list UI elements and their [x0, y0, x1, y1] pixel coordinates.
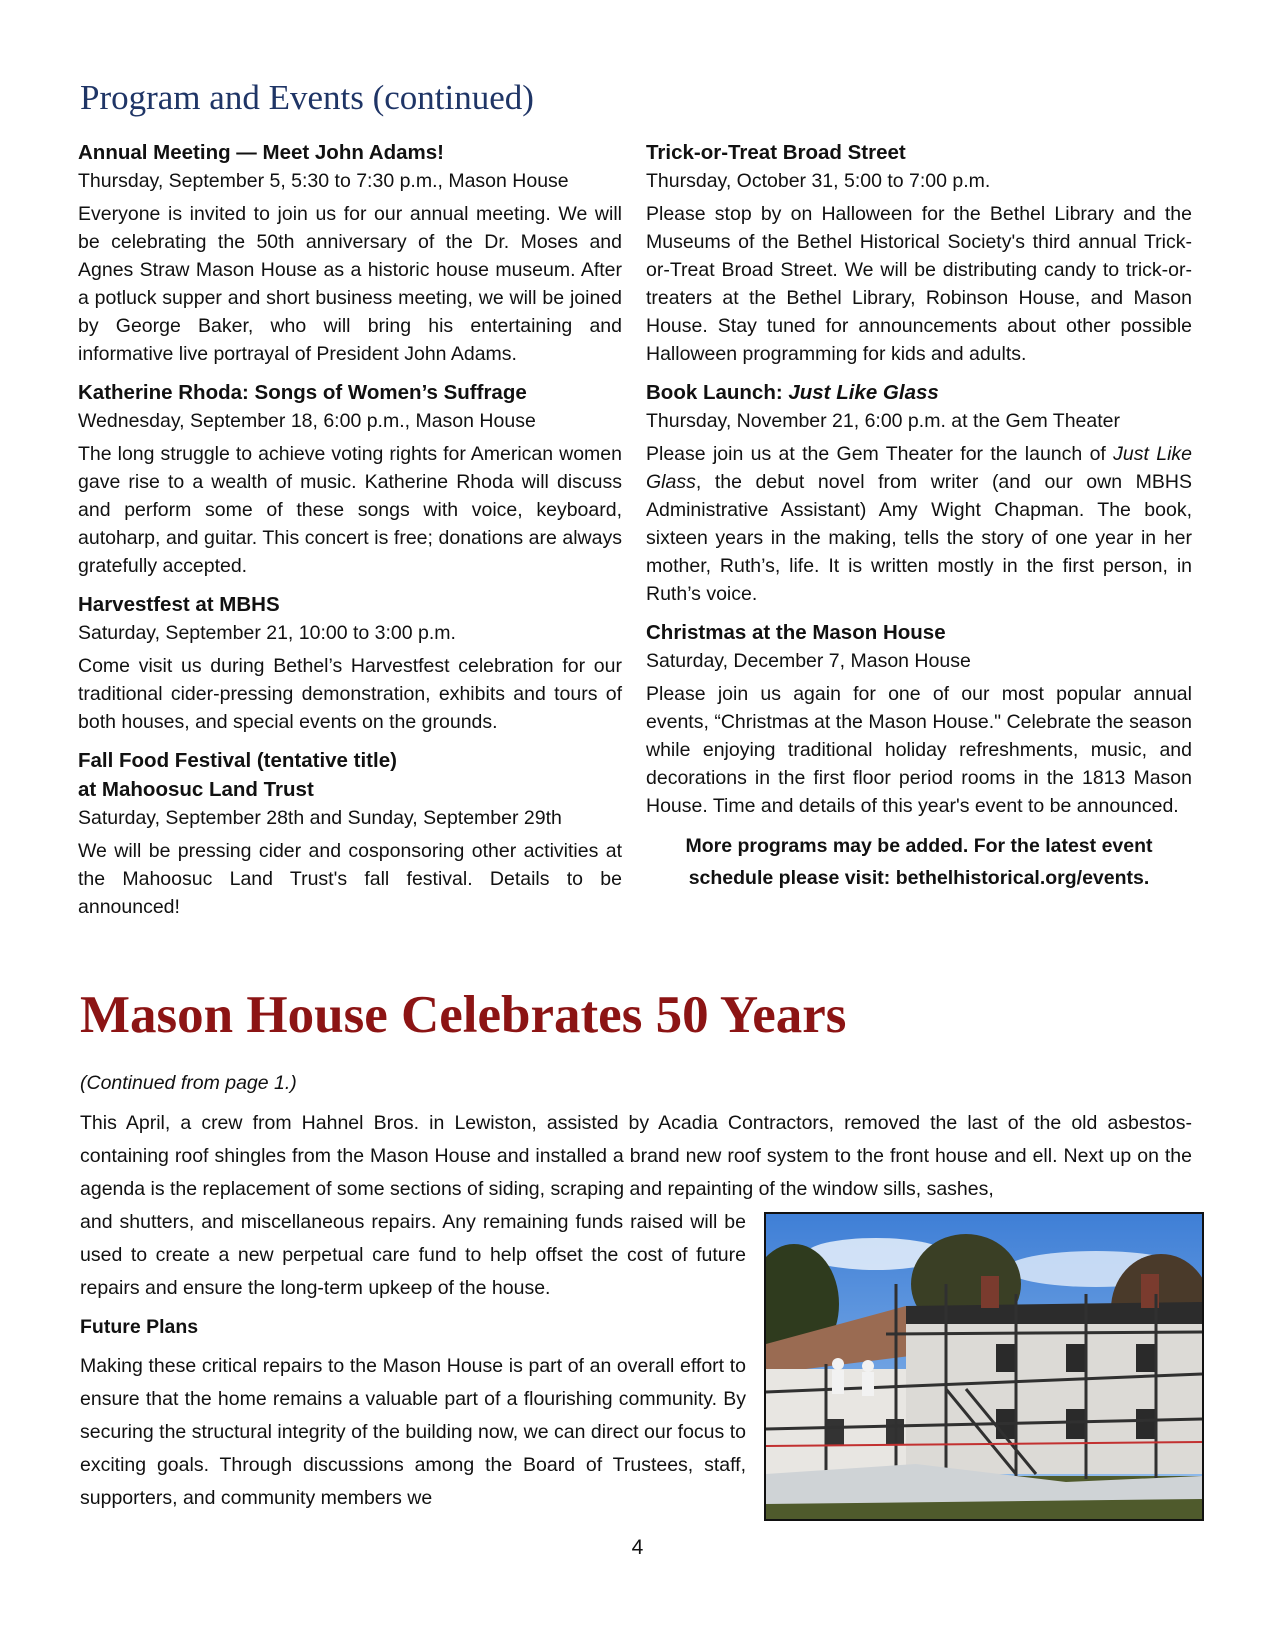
event-title: [646, 378, 1192, 407]
book-title-inline: Just Like Glass: [646, 443, 1193, 493]
continued-note: (Continued from page 1.): [80, 1072, 297, 1094]
event-title: Annual Meeting — Meet John Adams!: [78, 141, 444, 164]
event-title: Trick-or-Treat Broad Street: [646, 141, 906, 164]
event-date: Thursday, October 31, 5:00 to 7:00 p.m.: [646, 170, 991, 192]
event-suffrage-songs: [78, 378, 622, 580]
events-left-column: [78, 138, 622, 931]
event-description: We will be pressing cider and cosponsoring other activities at the Mahoosuc Land Trust's fall festival. Details to be announced!: [78, 840, 622, 918]
event-date: Thursday, September 5, 5:30 to 7:30 p.m., Mason House: [78, 170, 569, 192]
event-description: The long struggle to achieve voting rights for American women gave rise to a wealth of music. Katherine Rhoda will discuss and perform some of these songs with voice, keyboard, autoharp, and guitar. This concert is free; donations are always gratefully accepted.: [78, 443, 622, 577]
event-title-line: at Mahoosuc Land Trust: [78, 778, 314, 801]
event-description: [646, 440, 1192, 608]
event-title-line: Fall Food Festival (tentative title): [78, 749, 397, 772]
event-description: Everyone is invited to join us for our annual meeting. We will be celebrating the 50th anniversary of the Dr. Moses and Agnes Straw Mason House as a historic house museum. After a potluck supper and short business meeting, we will be joined by George Baker, who will bring his entertaining and informative live portrayal of President John Adams.: [78, 203, 622, 365]
event-description: Please join us again for one of our most popular annual events, “Christmas at the Mason House." Celebrate the season while enjoying traditional holiday refreshments, music, and decorations in the first floor period rooms in the 1813 Mason House. Time and details of this year's event to be announced.: [646, 683, 1192, 817]
event-annual-meeting: [78, 138, 622, 368]
event-date: Wednesday, September 18, 6:00 p.m., Mason House: [78, 410, 536, 432]
event-title: Harvestfest at MBHS: [78, 593, 280, 616]
event-christmas: [646, 618, 1192, 820]
event-date: Saturday, September 21, 10:00 to 3:00 p.m.: [78, 622, 456, 644]
event-book-launch: [646, 378, 1192, 608]
article-paragraph: Making these critical repairs to the Mason House is part of an overall effort to ensure that the home remains a valuable part of a flourishing community. By securing the structural integrity of the building now, we can direct our focus to exciting goals. Through discussions among the Board of Trustees, staff, supporters, and community members we: [80, 1355, 746, 1509]
section-title: Program and Events (continued): [80, 78, 534, 117]
event-trick-or-treat: [646, 138, 1192, 368]
event-description: Come visit us during Bethel’s Harvestfest celebration for our traditional cider-pressing demonstration, exhibits and tours of both houses, and special events on the grounds.: [78, 655, 622, 733]
note-line: schedule please visit: bethelhistorical.org/events.: [688, 867, 1150, 889]
note-line: More programs may be added. For the latest event: [685, 835, 1153, 857]
events-right-column: [646, 138, 1192, 894]
event-title: [78, 746, 622, 804]
event-fall-food-festival: [78, 746, 622, 921]
article-title: Mason House Celebrates 50 Years: [80, 986, 847, 1044]
article-body: [80, 1206, 746, 1515]
mason-house-photo: [764, 1212, 1204, 1521]
subheading: Future Plans: [80, 1316, 199, 1338]
article-paragraph: and shutters, and miscellaneous repairs. Any remaining funds raised will be used to create a new perpetual care fund to help offset the cost of future repairs and ensure the long-term upkeep of the house.: [80, 1211, 746, 1299]
event-title: Katherine Rhoda: Songs of Women’s Suffrage: [78, 381, 527, 404]
event-description: Please stop by on Halloween for the Bethel Library and the Museums of the Bethel Historical Society's third annual Trick-or-Treat Broad Street. We will be distributing candy to trick-or-treaters at the Bethel Library, Robinson House, and Mason House. Stay tuned for announcements about other possible Halloween programming for kids and adults.: [646, 203, 1192, 365]
event-title: Christmas at the Mason House: [646, 621, 946, 644]
description-text: , the debut novel from writer (and our own MBHS Administrative Assistant) Amy Wight Chapman. The book, sixteen years in the making, tells the story of one year in her mother, Ruth’s, life. It is written mostly in the first person, in Ruth’s voice.: [646, 471, 1192, 605]
page-number: 4: [631, 1536, 644, 1559]
event-date: Saturday, December 7, Mason House: [646, 650, 971, 672]
event-title-prefix: Book Launch:: [646, 381, 789, 404]
event-date: Saturday, September 28th and Sunday, September 29th: [78, 807, 562, 829]
book-title: Just Like Glass: [788, 381, 939, 404]
event-harvestfest: [78, 590, 622, 736]
event-date: Thursday, November 21, 6:00 p.m. at the Gem Theater: [646, 410, 1121, 432]
article-intro: This April, a crew from Hahnel Bros. in Lewiston, assisted by Acadia Contractors, removed the last of the old asbestos-containing roof shingles from the Mason House and installed a brand new roof system to the front house and ell. Next up on the agenda is the replacement of some sections of siding, scraping and repainting of the window sills, sashes,: [80, 1112, 1192, 1200]
more-programs-note: [646, 830, 1192, 894]
description-text: Please join us at the Gem Theater for the launch of: [646, 443, 1114, 465]
